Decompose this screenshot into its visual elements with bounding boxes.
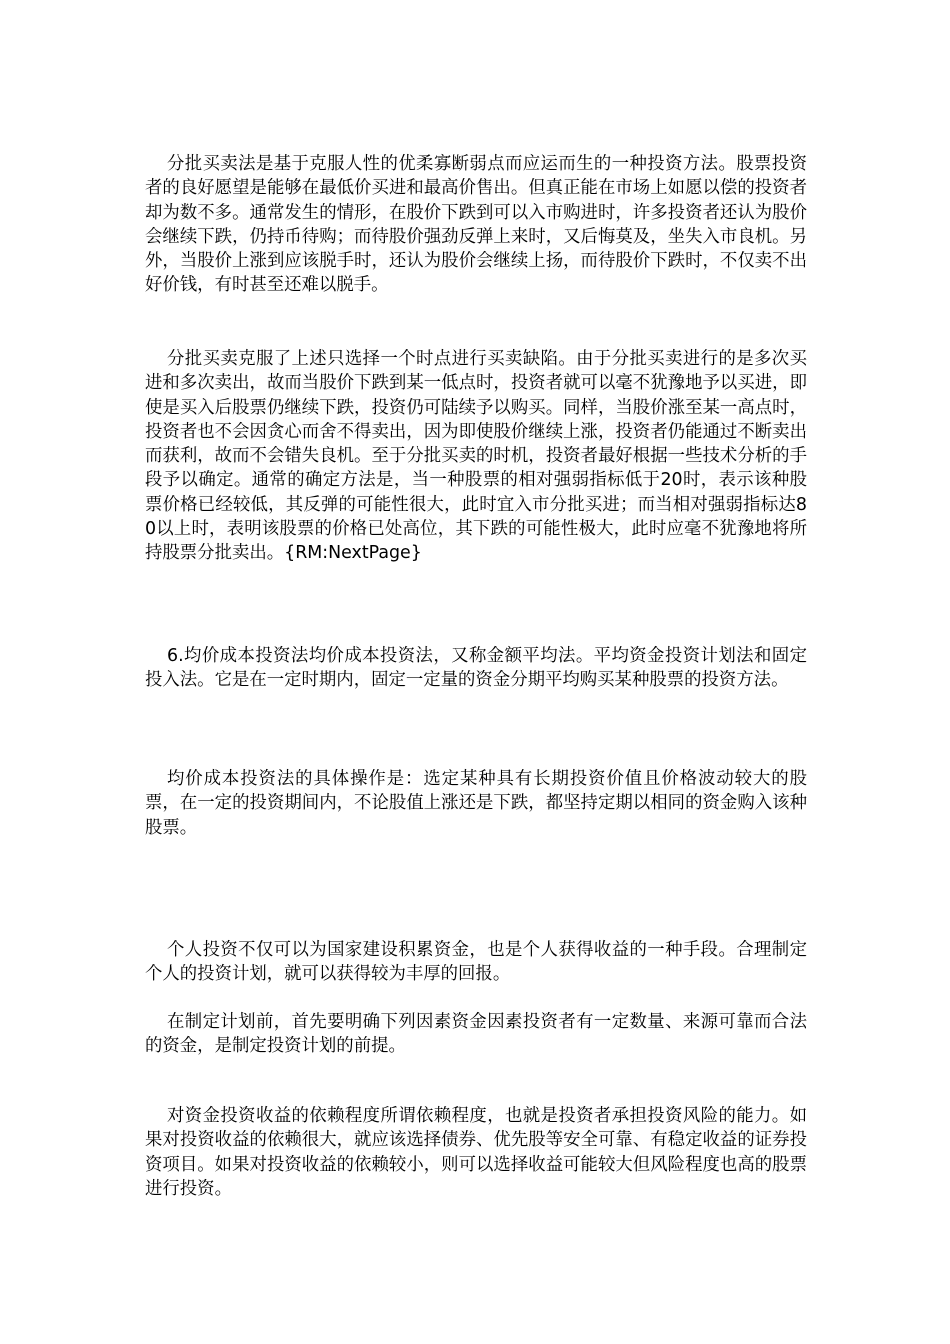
paragraph-batch-trading-advantages: 分批买卖克服了上述只选择一个时点进行买卖缺陷。由于分批买卖进行的是多次买进和多次卖出，故而当股价下跌到某一低点时，投资者就可以毫不犹豫地予以买进，即使是买入后股票仍继续下跌，投资仍可陆续予以购买。同样，当股价涨至某一高点时，投资者也不会因贪心而舍不得卖出，因为即使股价继续上涨，投资者仍能通过不断卖出而获利，故而不会错失良机。至于分批买卖的时机，投资者最好根据一些技术分析的手段予以确定。通常的确定方法是，当一种股票的相对强弱指标低于20时，表示该种股票价格已经较低，其反弹的可能性很大，此时宜入市分批买进；而当相对强弱指标达80以上时，表明该股票的价格已处高位，其下跌的可能性极大，此时应毫不犹豫地将所持股票分批卖出。{RM:NextPage} xyxy=(145,349,807,564)
paragraph-plan-factors: 在制定计划前，首先要明确下列因素资金因素投资者有一定数量、来源可靠而合法的资金，是制定投资计划的前提。 xyxy=(145,1012,807,1057)
paragraph-average-cost-operation: 均价成本投资法的具体操作是：选定某种具有长期投资价值且价格波动较大的股票，在一定的投资期间内，不论股值上涨还是下跌，都坚持定期以相同的资金购入该种股票。 xyxy=(145,769,807,838)
paragraph-income-dependence: 对资金投资收益的依赖程度所谓依赖程度，也就是投资者承担投资风险的能力。如果对投资收益的依赖很大，就应该选择债券、优先股等安全可靠、有稳定收益的证券投资项目。如果对投资收益的依赖较小，则可以选择收益可能较大但风险程度也高的股票进行投资。 xyxy=(145,1106,807,1199)
paragraph-average-cost-method: 6.均价成本投资法均价成本投资法，又称金额平均法。平均资金投资计划法和固定投入法。它是在一定时期内，固定一定量的资金分期平均购买某种股票的投资方法。 xyxy=(145,646,807,691)
paragraph-personal-investment: 个人投资不仅可以为国家建设积累资金，也是个人获得收益的一种手段。合理制定个人的投资计划，就可以获得较为丰厚的回报。 xyxy=(145,940,807,985)
paragraph-batch-trading-intro: 分批买卖法是基于克服人性的优柔寡断弱点而应运而生的一种投资方法。股票投资者的良好愿望是能够在最低价买进和最高价售出。但真正能在市场上如愿以偿的投资者却为数不多。通常发生的情形，在股价下跌到可以入市购进时，许多投资者还认为股价会继续下跌，仍持币待购；而待股价强劲反弹上来时，又后悔莫及，坐失入市良机。另外，当股价上涨到应该脱手时，还认为股价会继续上扬，而待股价下跌时，不仅卖不出好价钱，有时甚至还难以脱手。 xyxy=(145,154,807,296)
